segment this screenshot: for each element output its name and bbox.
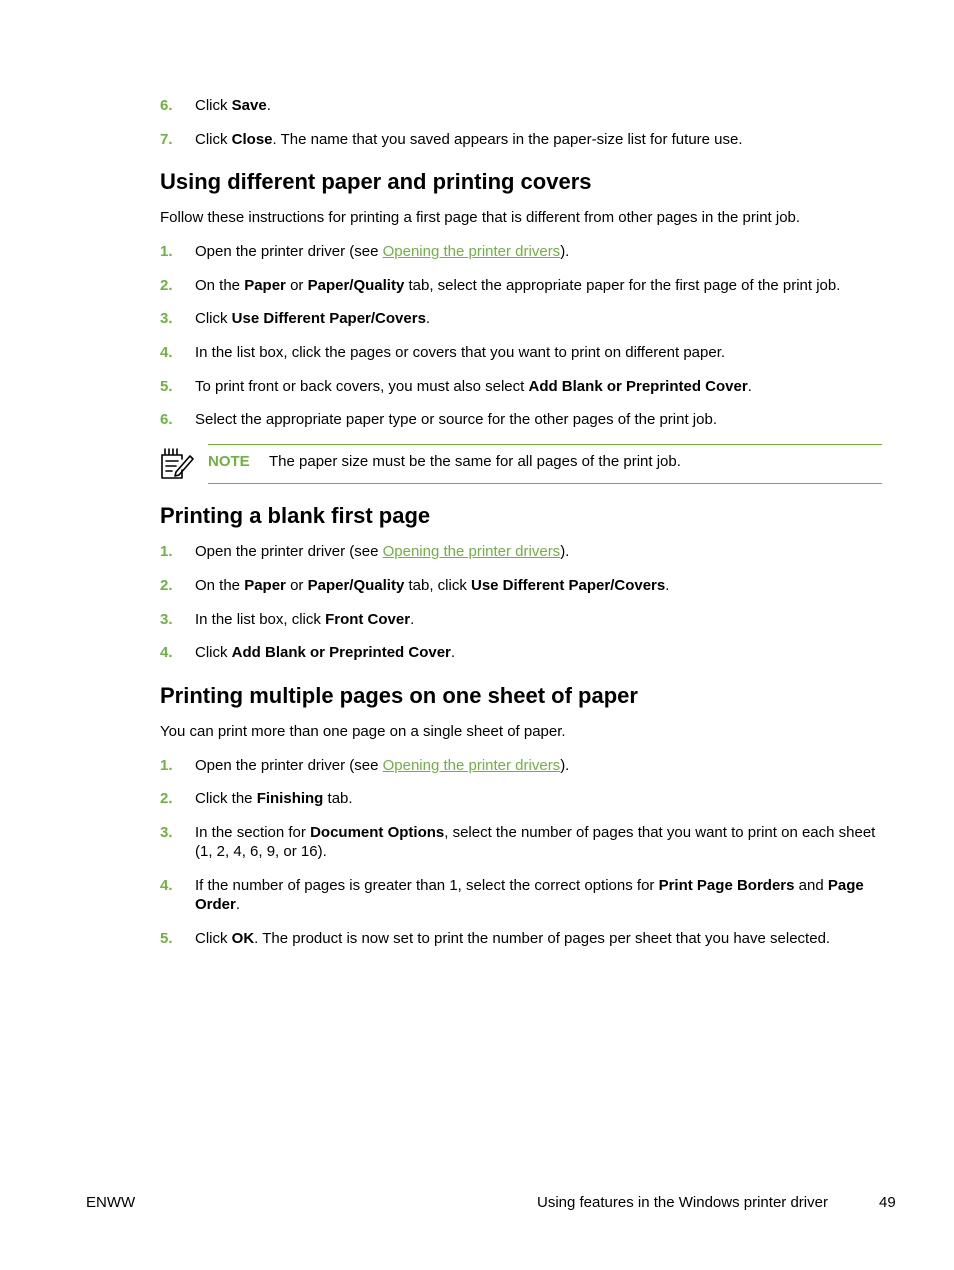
step-text: Open the printer driver (see Opening the printer drivers). [195,243,570,260]
opening-printer-drivers-link[interactable]: Opening the printer drivers [382,757,561,774]
ui-term: Add Blank or Preprinted Cover [231,644,451,661]
step-text: Click Close. The name that you saved appears in the paper-size list for future use. [195,131,743,148]
step-text: Click Use Different Paper/Covers. [195,310,431,327]
ui-term: Paper/Quality [307,577,405,594]
ui-term: Add Blank or Preprinted Cover [528,378,748,395]
opening-printer-drivers-link[interactable]: Opening the printer drivers [382,543,561,560]
step-number: 2. [160,577,173,594]
step-text: In the list box, click Front Cover. [195,611,415,628]
note-icon [160,446,194,480]
section-heading: Printing multiple pages on one sheet of paper [160,683,638,708]
step-number: 5. [160,378,173,395]
ui-term: Paper/Quality [307,277,405,294]
step-number: 1. [160,543,173,560]
step-text: Click the Finishing tab. [195,790,353,807]
ui-term: Document Options [310,824,445,841]
step-text: On the Paper or Paper/Quality tab, select the appropriate paper for the first page of the print job. [195,277,841,294]
step-number: 3. [160,824,173,841]
ui-term: Page Order [195,877,864,913]
step-number: 6. [160,97,173,114]
step-text: Open the printer driver (see Opening the printer drivers). [195,543,570,560]
ui-term: OK [231,930,255,947]
step-number: 4. [160,877,173,894]
ui-term: Paper [244,577,286,594]
ui-term: Print Page Borders [658,877,795,894]
step-text: In the list box, click the pages or covers that you want to print on different paper. [195,344,726,361]
ui-term: Use Different Paper/Covers [231,310,426,327]
step-text: Click OK. The product is now set to print the number of pages per sheet that you have selected. [195,930,831,947]
ui-term: Finishing [256,790,324,807]
step-number: 5. [160,930,173,947]
step-number: 3. [160,611,173,628]
step-number: 2. [160,277,173,294]
ui-term: Front Cover [325,611,411,628]
ui-term: Use Different Paper/Covers [470,577,666,594]
note-label: NOTE [208,453,250,470]
step-number: 1. [160,757,173,774]
step-number: 2. [160,790,173,807]
step-text: Click Add Blank or Preprinted Cover. [195,644,456,661]
note-text: The paper size must be the same for all pages of the print job. [269,453,681,470]
step-number: 3. [160,310,173,327]
ui-term: Paper [244,277,286,294]
page-number: 49 [879,1194,896,1211]
section-heading: Printing a blank first page [160,503,431,528]
section-intro: Follow these instructions for printing a first page that is different from other pages in the print job. [160,209,801,226]
section-heading: Using different paper and printing covers [160,169,592,194]
step-number: 4. [160,344,173,361]
step-text: Open the printer driver (see Opening the printer drivers). [195,757,570,774]
step-number: 7. [160,131,173,148]
step-text: If the number of pages is greater than 1, select the correct options for Print Page Borders and Page Order. [195,877,864,913]
note-box [208,444,882,484]
step-text: On the Paper or Paper/Quality tab, click Use Different Paper/Covers. [195,577,670,594]
ui-term: Close [231,131,273,148]
opening-printer-drivers-link[interactable]: Opening the printer drivers [382,243,561,260]
step-text: To print front or back covers, you must also select Add Blank or Preprinted Cover. [195,378,752,395]
step-number: 4. [160,644,173,661]
footer-left: ENWW [86,1194,136,1211]
step-text: Select the appropriate paper type or source for the other pages of the print job. [195,411,717,428]
ui-term: Save [231,97,267,114]
step-text: Click Save. [195,97,271,114]
step-number: 6. [160,411,173,428]
step-number: 1. [160,243,173,260]
step-text: In the section for Document Options, select the number of pages that you want to print on each sheet (1, 2, 4, 6, 9, or 16). [195,824,876,860]
section-intro: You can print more than one page on a single sheet of paper. [160,723,566,740]
footer-title: Using features in the Windows printer driver [537,1194,828,1211]
